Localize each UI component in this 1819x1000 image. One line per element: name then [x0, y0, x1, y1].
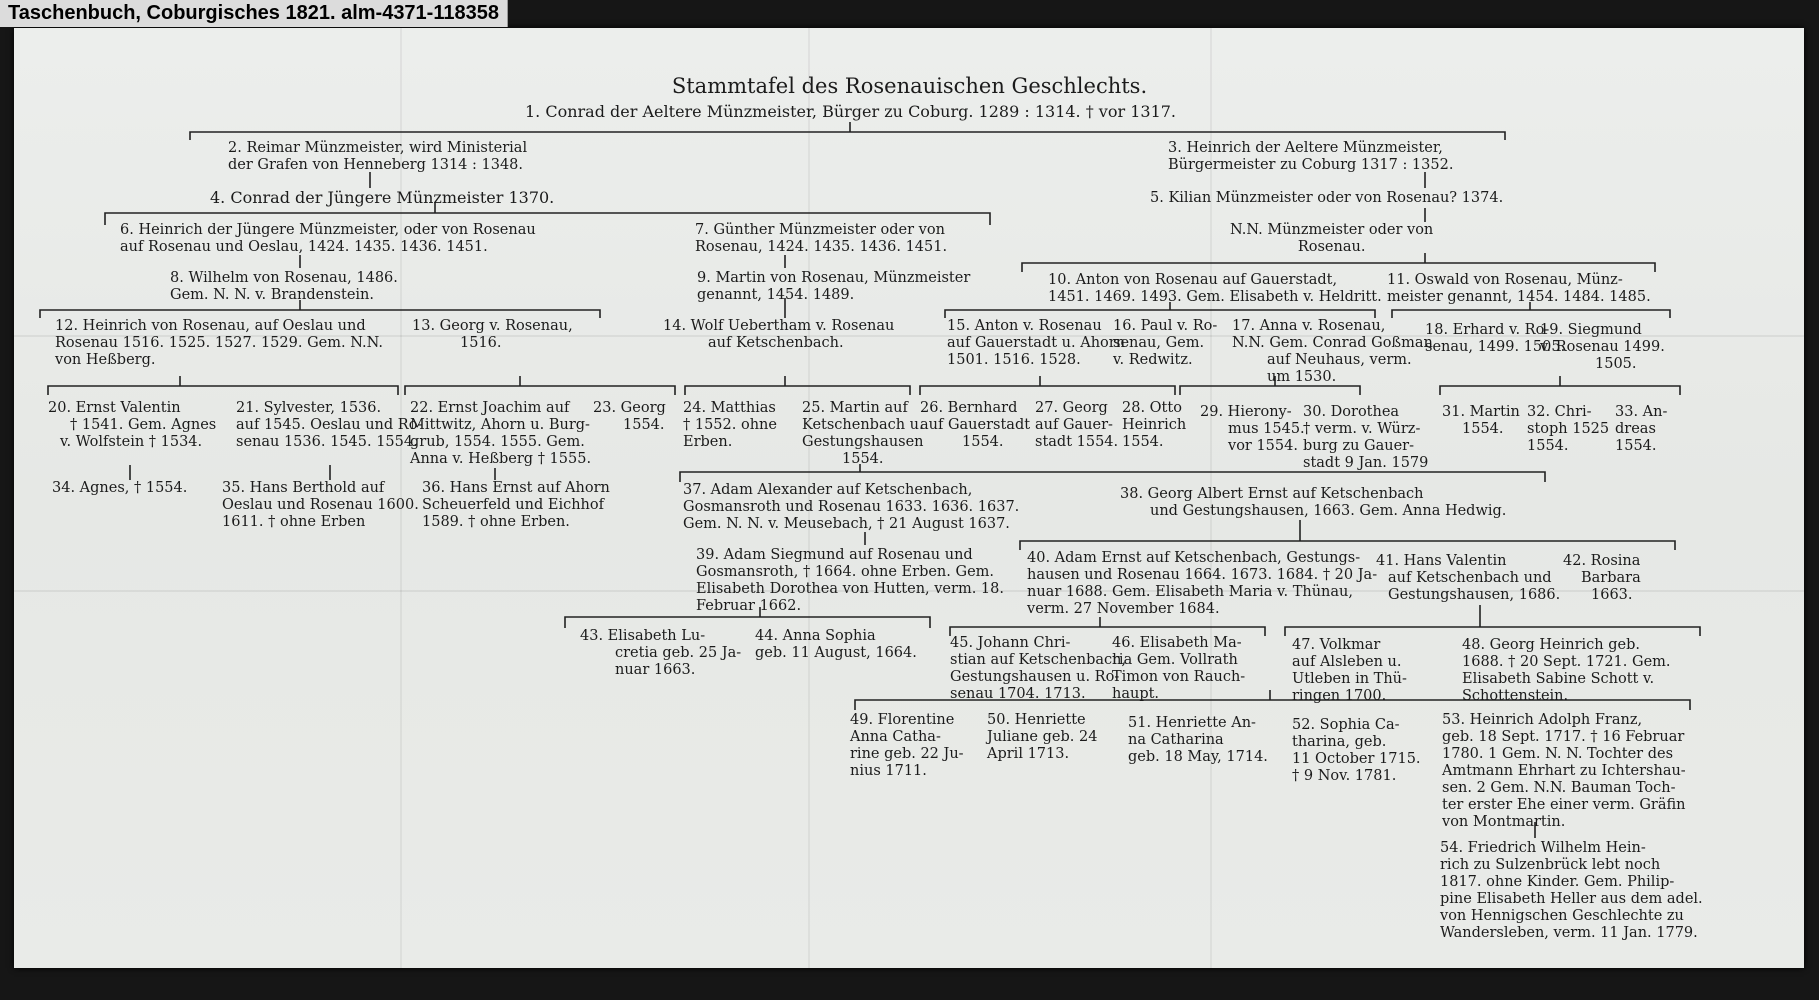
tree-entry-40: 40. Adam Ernst auf Ketschenbach, Gestungs- hausen und Rosenau 1664. 1673. 1684. † 20 Ja- nuar 1688. Gem. Elisabeth Maria v. Thünau, verm. 27 November 1684. [1027, 550, 1378, 617]
tree-entry-47: 47. Volkmar auf Alsleben u. Utleben in Thü- ringen 1700. [1292, 637, 1407, 704]
tree-entry-48: 48. Georg Heinrich geb. 1688. † 20 Sept. 1721. Gem. Elisabeth Sabine Schott v. Schottenstein. [1462, 637, 1671, 704]
tree-entry-49: 49. Florentine Anna Catha- rine geb. 22 Ju- nius 1711. [850, 712, 964, 779]
tree-entry-18: 18. Erhard v. Ro- senau, 1499. 1505. [1425, 322, 1566, 355]
tree-entry-6: 6. Heinrich der Jüngere Münzmeister, oder von Rosenau auf Rosenau und Oeslau, 1424. 1435. 1436. 1451. [120, 222, 536, 255]
tree-entry-51: 51. Henriette An- na Catharina geb. 18 May, 1714. [1128, 715, 1268, 765]
tree-entry-28: 28. Otto Heinrich 1554. [1122, 400, 1187, 450]
tree-entry-5: 5. Kilian Münzmeister oder von Rosenau? 1374. [1150, 190, 1504, 206]
tree-entry-44: 44. Anna Sophia geb. 11 August, 1664. [755, 628, 917, 661]
tree-entry-24: 24. Matthias † 1552. ohne Erben. [683, 400, 777, 450]
tree-entry-42: 42. Rosina Barbara 1663. [1563, 553, 1641, 603]
root-ancestor-entry: 1. Conrad der Aeltere Münzmeister, Bürger zu Coburg. 1289 : 1314. † vor 1317. [525, 102, 1177, 121]
tree-entry-31: 31. Martin 1554. [1442, 404, 1520, 437]
tree-entry-34: 34. Agnes, † 1554. [52, 480, 188, 496]
tree-entry-16: 16. Paul v. Ro- senau, Gem. v. Redwitz. [1113, 318, 1218, 368]
tree-entry-52: 52. Sophia Ca- tharina, geb. 11 October 1715. † 9 Nov. 1781. [1292, 717, 1421, 784]
tree-entry-25: 25. Martin auf Ketschenbach u. Gestungshausen 1554. [802, 400, 924, 467]
tree-entry-15: 15. Anton v. Rosenau auf Gauerstadt u. Ahorn 1501. 1516. 1528. [947, 318, 1126, 368]
tree-entry-29: 29. Hierony- mus 1545. vor 1554. [1200, 404, 1305, 454]
tree-entry-20: 20. Ernst Valentin † 1541. Gem. Agnes v. Wolfstein † 1534. [48, 400, 217, 450]
tree-entry-50: 50. Henriette Juliane geb. 24 April 1713. [987, 712, 1098, 762]
tree-entry-8: 8. Wilhelm von Rosenau, 1486. Gem. N. N. v. Brandenstein. [170, 270, 398, 303]
tree-entry-3: 3. Heinrich der Aeltere Münzmeister, Bürgermeister zu Coburg 1317 : 1352. [1168, 140, 1454, 173]
tree-entry-17: 17. Anna v. Rosenau, N.N. Gem. Conrad Goßman auf Neuhaus, verm. um 1530. [1232, 318, 1433, 385]
tree-entry-19: 19. Siegmund v. Rosenau 1499. 1505. [1540, 322, 1665, 372]
tree-entry-4: 4. Conrad der Jüngere Münzmeister 1370. [210, 188, 555, 207]
tree-entry-32: 32. Chri- stoph 1525 1554. [1527, 404, 1610, 454]
tree-entry-54: 54. Friedrich Wilhelm Hein- rich zu Sulzenbrück lebt noch 1817. ohne Kinder. Gem. Philip- pine Elisabeth Heller aus dem adel. von Hennigschen Geschlechte zu Wandersleben, verm. 11 Jan. 1779. [1440, 840, 1703, 941]
tree-entry-14: 14. Wolf Uebertham v. Rosenau auf Ketschenbach. [663, 318, 895, 351]
tree-entry-53: 53. Heinrich Adolph Franz, geb. 18 Sept. 1717. † 16 Februar 1780. 1 Gem. N. N. Tochter des Amtmann Ehrhart zu Ichtershau- sen. 2 Gem. N.N. Bauman Toch- ter erster Ehe einer verm. Gräfin von Montmartin. [1442, 712, 1686, 830]
tree-entry-30: 30. Dorothea † verm. v. Würz- burg zu Gauer- stadt 9 Jan. 1579 [1303, 404, 1429, 471]
tree-entry-27: 27. Georg auf Gauer- stadt 1554. [1035, 400, 1119, 450]
tree-entry-37: 37. Adam Alexander auf Ketschenbach, Gosmansroth und Rosenau 1633. 1636. 1637. Gem. N. N. v. Meusebach, † 21 August 1637. [683, 482, 1020, 532]
tree-entry-38: 38. Georg Albert Ernst auf Ketschenbach und Gestungshausen, 1663. Gem. Anna Hedwig. [1120, 486, 1507, 519]
tree-entry-46: 46. Elisabeth Ma- ria Gem. Vollrath Timon von Rauch- haupt. [1112, 635, 1246, 702]
tree-entry-21: 21. Sylvester, 1536. auf 1545. Oeslau und Ro- senau 1536. 1545. 1554. [236, 400, 423, 450]
tree-entry-39: 39. Adam Siegmund auf Rosenau und Gosmansroth, † 1664. ohne Erben. Gem. Elisabeth Dorothea von Hutten, verm. 18. Februar 1662. [696, 547, 1004, 614]
image-caption: Taschenbuch, Coburgisches 1821. alm-4371-118358 [0, 0, 508, 27]
tree-entry-45: 45. Johann Chri- stian auf Ketschenbach, Gestungshausen u. Ro- senau 1704. 1713. [950, 635, 1127, 702]
tree-entry-9: 9. Martin von Rosenau, Münzmeister genannt, 1454. 1489. [697, 270, 971, 303]
tree-entry-13: 13. Georg v. Rosenau, 1516. [412, 318, 573, 351]
tree-entry-nn: N.N. Münzmeister oder von Rosenau. [1230, 222, 1434, 255]
tree-entry-23: 23. Georg 1554. [593, 400, 666, 433]
tree-entry-11: 11. Oswald von Rosenau, Münz- meister genannt, 1454. 1484. 1485. [1387, 272, 1651, 305]
tree-entry-41: 41. Hans Valentin auf Ketschenbach und Gestungshausen, 1686. [1376, 553, 1561, 603]
tree-entry-12: 12. Heinrich von Rosenau, auf Oeslau und Rosenau 1516. 1525. 1527. 1529. Gem. N.N. von Heßberg. [55, 318, 383, 368]
page-title: Stammtafel des Rosenauischen Geschlechts. [671, 74, 1148, 98]
tree-entry-10: 10. Anton von Rosenau auf Gauerstadt, 1451. 1469. 1493. Gem. Elisabeth v. Heldritt. [1048, 272, 1382, 305]
tree-entry-35: 35. Hans Berthold auf Oeslau und Rosenau 1600. 1611. † ohne Erben [222, 480, 419, 530]
tree-entry-22: 22. Ernst Joachim auf Mittwitz, Ahorn u. Burg- grub, 1554. 1555. Gem. Anna v. Heßberg † 1555. [410, 400, 592, 467]
tree-entry-26: 26. Bernhard auf Gauerstadt 1554. [920, 400, 1031, 450]
tree-entry-36: 36. Hans Ernst auf Ahorn Scheuerfeld und Eichhof 1589. † ohne Erben. [422, 480, 610, 530]
tree-entry-2: 2. Reimar Münzmeister, wird Ministerial der Grafen von Henneberg 1314 : 1348. [228, 140, 528, 173]
tree-entry-43: 43. Elisabeth Lu- cretia geb. 25 Ja- nuar 1663. [580, 628, 742, 678]
tree-entry-7: 7. Günther Münzmeister oder von Rosenau, 1424. 1435. 1436. 1451. [695, 222, 948, 255]
tree-entry-33: 33. An- dreas 1554. [1615, 404, 1668, 454]
